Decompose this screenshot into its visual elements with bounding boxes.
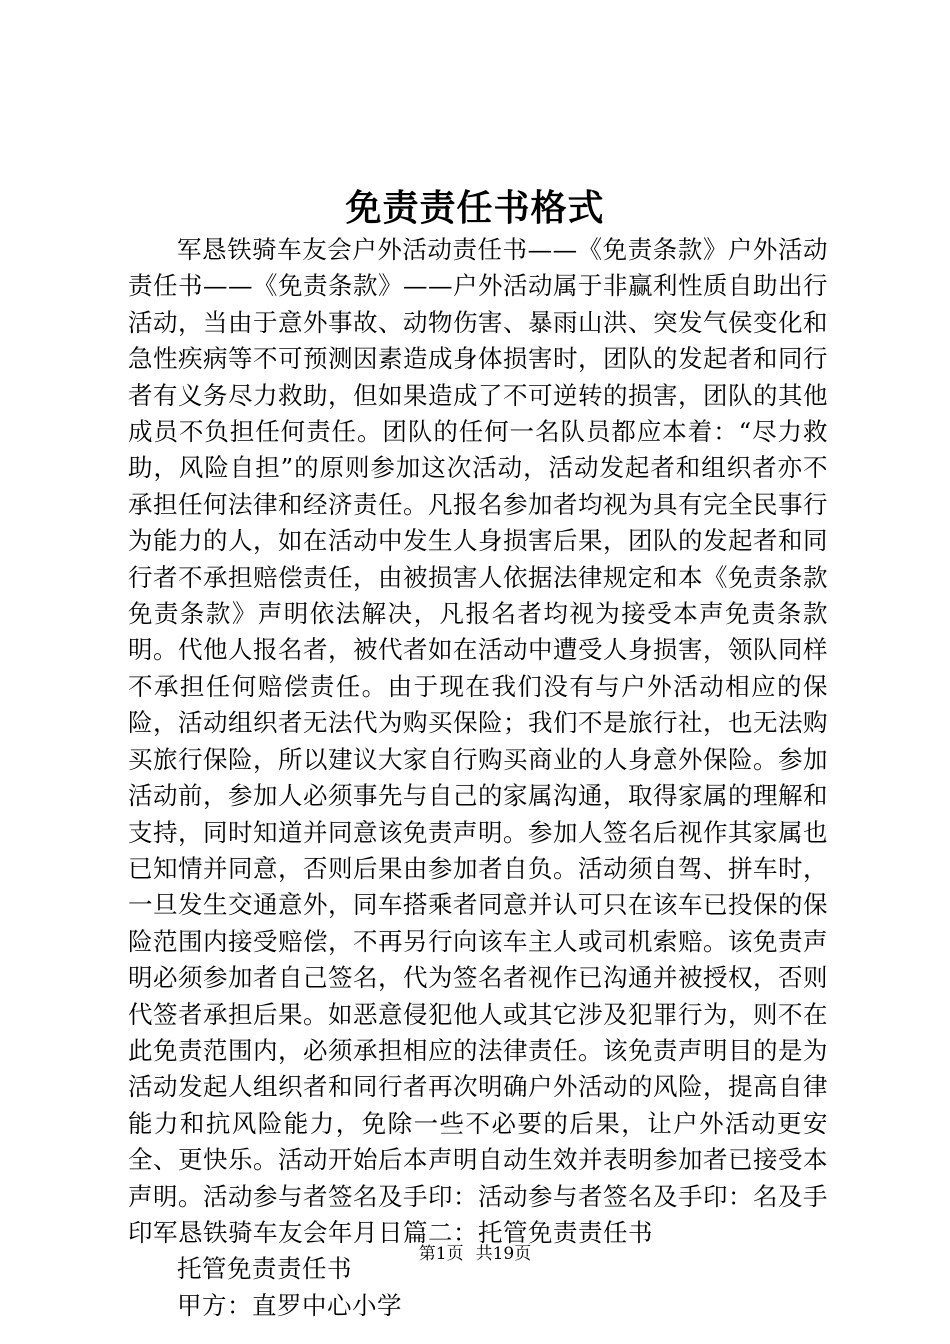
document-title: 免责责任书格式	[345, 187, 605, 229]
page-number: 1	[435, 1244, 447, 1264]
page-label-mid: 页	[446, 1244, 464, 1264]
total-label-prefix: 共	[475, 1244, 493, 1264]
page-footer	[0, 1242, 950, 1266]
body-paragraph: 甲方：直罗中心小学	[177, 1290, 402, 1320]
total-label-suffix: 页	[514, 1244, 532, 1264]
total-pages: 19	[492, 1244, 515, 1264]
body-paragraph: 军恳铁骑车友会户外活动责任书——《免责条款》户外活动责任书——《免责条款》——户外活动属于非赢利性质自助出行活动，当由于意外事故、动物伤害、暴雨山洪、突发气侯变化和急性疾病等不可预测因素造成身体损害时，团队的发起者和同行者有义务尽力救助，但如果造成了不可逆转的损害，团队的其他成员不负担任何责任。团队的任何一名队员都应本着：“尽力救助，风险自担”的原则参加这次活动，活动发起者和组织者亦不承担任何法律和经济责任。凡报名参加者均视为具有完全民事行为能力的人，如在活动中发生人身损害后果，团队的发起者和同行者不承担赔偿责任，由被损害人依据法律规定和本《免责条款免责条款》声明依法解决，凡报名者均视为接受本声免责条款明。代他人报名者，被代者如在活动中遭受人身损害，领队同样不承担任何赔偿责任。由于现在我们没有与户外活动相应的保险，活动组织者无法代为购买保险；我们不是旅行社，也无法购买旅行保险，所以建议大家自行购买商业的人身意外保险。参加活动前，参加人必须事先与自己的家属沟通，取得家属的理解和支持，同时知道并同意该免责声明。参加人签名后视作其家属也已知情并同意，否则后果由参加者自负。活动须自驾、拼车时，一旦发生交通意外，同车搭乘者同意并认可只在该车已投保的保险范围内接受赔偿，不再另行向该车主人或司机索赔。该免责声明必须参加者自己签名，代为签名者视作已沟通并被授权，否则代签者承担后果。如恶意侵犯他人或其它涉及犯罪行为，则不在此免责范围内，必须承担相应的法律责任。该免责声明目的是为活动发起人组织者和同行者再次明确户外活动的风险，提高自律能力和抗风险能力，免除一些不必要的后果，让户外活动更安全、更快乐。活动开始后本声明自动生效并表明参加者已接受本声明。活动参与者签名及手印：活动参与者签名及手印：名及手印军恳铁骑车友会年月日篇二：托管免责责任书	[128, 235, 828, 1247]
body-paragraph: 托管免责责任书	[177, 1254, 352, 1284]
document-body	[128, 232, 828, 1324]
page-label-prefix: 第	[418, 1244, 436, 1264]
